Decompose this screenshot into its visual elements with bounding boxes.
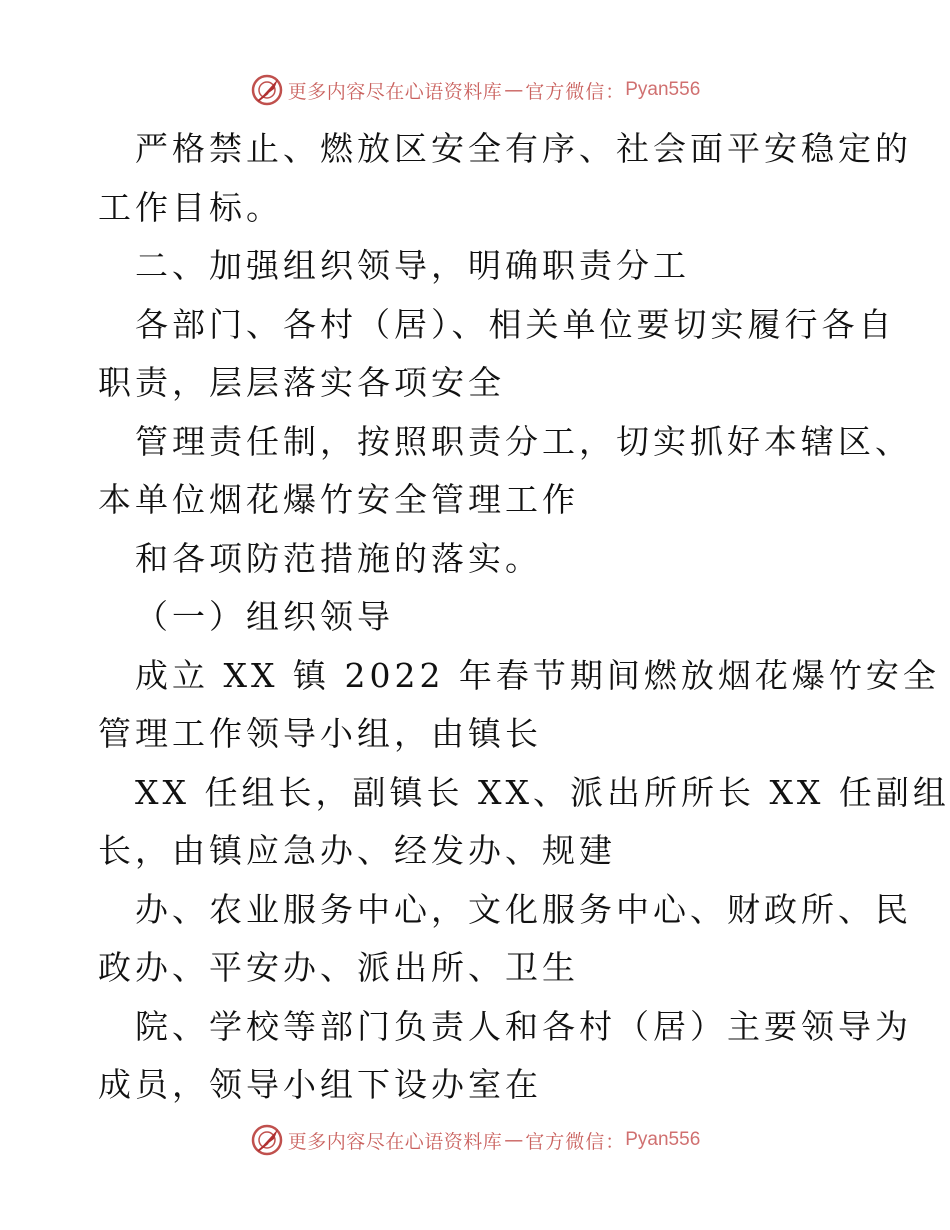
watermark-wechat-label: 官方微信： [525,80,626,103]
quill-logo-icon [250,1123,284,1157]
text-line: 长，由镇应急办、经发办、规建 [98,831,616,870]
watermark-dash: — [504,1129,524,1151]
text-line: 管理工作领导小组，由镇长 [98,714,542,753]
text-line: 工作目标。 [98,187,283,227]
text-line: 成员，领导小组下设办室在 [98,1065,542,1104]
section-heading: 二、加强组织领导，明确职责分工 [135,246,690,285]
text-line: 本单位烟花爆竹安全管理工作 [98,480,579,519]
text-line: 管理责任制，按照职责分工，切实抓好本辖区、 [135,421,912,461]
watermark-wechat-id: Pyan556 [625,79,701,100]
watermark-text: 更多内容尽在心语资料库 [287,80,503,103]
text-line: 职责，层层落实各项安全 [98,363,505,402]
text-line: 成立 XX 镇 2022 年春节期间燃放烟花爆竹安全 [135,655,940,695]
watermark-wechat-id: Pyan556 [625,1129,701,1150]
document-body [98,120,950,1115]
text-line: XX 任组长，副镇长 XX、派出所所长 XX 任副组 [135,772,950,812]
text-line: 各部门、各村（居）、相关单位要切实履行各自 [135,304,896,344]
subsection-heading: （一）组织领导 [135,597,394,636]
text-line: 政办、平安办、派出所、卫生 [98,948,579,987]
text-line: 严格禁止、燃放区安全有序、社会面平安稳定的 [135,129,912,168]
watermark-footer [0,1120,950,1160]
text-line: 院、学校等部门负责人和各村（居）主要领导为 [135,1006,912,1046]
quill-logo-icon [250,73,284,107]
text-line: 和各项防范措施的落实。 [135,538,542,578]
watermark-dash: — [504,79,524,101]
watermark-text: 更多内容尽在心语资料库 [287,1130,503,1153]
watermark-wechat-label: 官方微信： [525,1130,626,1153]
watermark-header [0,70,950,110]
text-line: 办、农业服务中心，文化服务中心、财政所、民 [135,889,912,929]
